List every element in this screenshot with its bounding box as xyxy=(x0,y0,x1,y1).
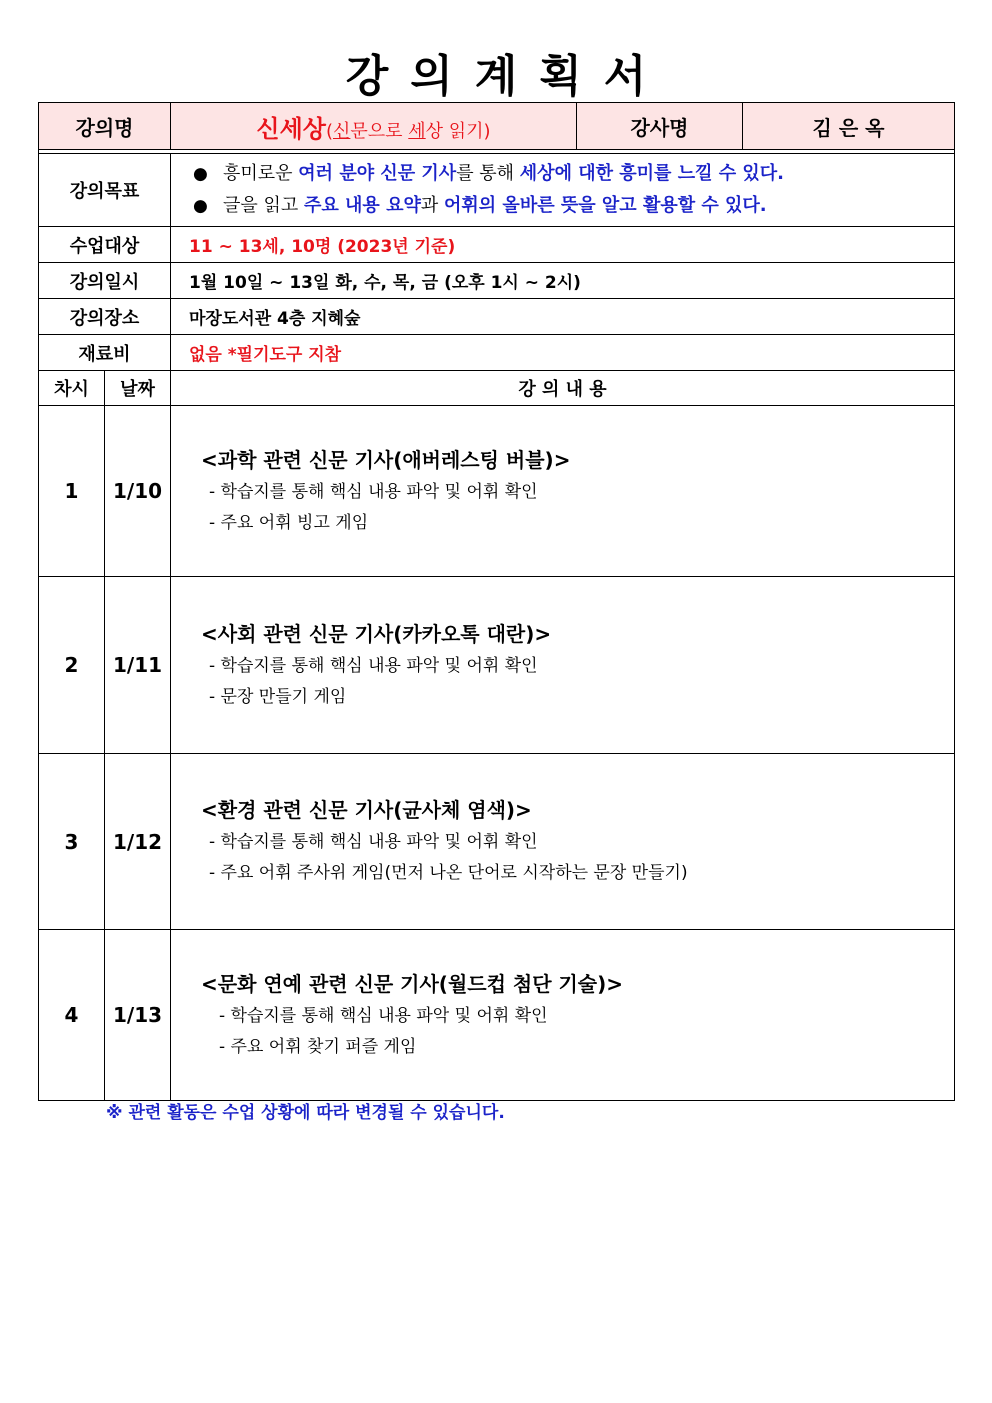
course-label: 강의명 xyxy=(39,103,171,150)
subtitle-mun: 문으로 xyxy=(350,120,409,142)
page-title: 강의계획서 xyxy=(345,51,669,102)
session-row-1 xyxy=(39,406,955,577)
session-item: - 학습지를 통해 핵심 내용 파악 및 어휘 확인 xyxy=(209,655,538,676)
session-number: 3 xyxy=(39,754,105,930)
goals-value xyxy=(171,154,955,227)
fee-label: 재료비 xyxy=(39,335,171,371)
session-item: - 주요 어휘 찾기 퍼즐 게임 xyxy=(219,1036,417,1057)
goal-2 xyxy=(193,190,954,222)
schedule-row xyxy=(39,263,955,299)
session-content xyxy=(171,577,955,754)
goal-1-d: 세상에 대한 흥미를 느낄 수 있다. xyxy=(519,163,785,184)
goal-2-c: 과 xyxy=(420,195,444,216)
session-item: - 주요 어휘 빙고 게임 xyxy=(209,512,369,533)
schedule-label: 강의일시 xyxy=(39,263,171,299)
content-column-header: 강 의 내 용 xyxy=(171,371,955,406)
subtitle-open: ( xyxy=(325,120,333,142)
lecture-plan-table xyxy=(38,102,955,1101)
subtitle-sang: 상 xyxy=(425,120,444,142)
target-value: 11 ~ 13세, 10명 (2023년 기준) xyxy=(171,227,955,263)
goal-2-a: 글을 읽고 xyxy=(223,195,304,216)
session-topic: <환경 관련 신문 기사(균사체 염색)> xyxy=(201,798,532,822)
session-content xyxy=(171,754,955,930)
fee-value: 없음 *필기도구 지참 xyxy=(171,335,955,371)
session-date: 1/12 xyxy=(105,754,171,930)
target-label: 수업대상 xyxy=(39,227,171,263)
goal-2-d: 어휘의 올바른 뜻을 알고 활용할 수 있다. xyxy=(444,195,767,216)
session-item: - 학습지를 통해 핵심 내용 파악 및 어휘 확인 xyxy=(209,481,538,502)
session-number: 4 xyxy=(39,930,105,1101)
instructor-label: 강사명 xyxy=(577,103,743,150)
subtitle-se: 세 xyxy=(408,120,426,142)
course-name xyxy=(171,103,577,150)
session-content xyxy=(171,406,955,577)
target-row xyxy=(39,227,955,263)
session-row-2 xyxy=(39,577,955,754)
session-topic: <문화 연예 관련 신문 기사(월드컵 첨단 기술)> xyxy=(201,971,624,996)
instructor-name: 김 은 옥 xyxy=(743,103,955,150)
course-header-row xyxy=(39,103,955,150)
session-date: 1/10 xyxy=(105,406,171,577)
course-title: 신세상 xyxy=(256,114,326,143)
bullet-icon: ● xyxy=(193,196,208,216)
session-topic: <과학 관련 신문 기사(애버레스팅 버블)> xyxy=(201,447,571,472)
goal-1-a: 흥미로운 xyxy=(223,163,299,184)
bullet-icon: ● xyxy=(193,164,208,184)
place-row xyxy=(39,299,955,335)
session-date: 1/11 xyxy=(105,577,171,754)
session-date: 1/13 xyxy=(105,930,171,1101)
session-item: - 학습지를 통해 핵심 내용 파악 및 어휘 확인 xyxy=(209,832,538,852)
goal-1 xyxy=(193,158,954,190)
session-topic: <사회 관련 신문 기사(카카오톡 대란)> xyxy=(201,621,552,646)
session-item: - 문장 만들기 게임 xyxy=(209,686,347,707)
session-number: 2 xyxy=(39,577,105,754)
session-row-3 xyxy=(39,754,955,930)
goal-1-c: 를 통해 xyxy=(456,163,520,184)
goal-2-b: 주요 내용 요약 xyxy=(304,195,421,216)
fee-row xyxy=(39,335,955,371)
session-number: 1 xyxy=(39,406,105,577)
session-content xyxy=(171,930,955,1101)
schedule-value: 1월 10일 ~ 13일 화, 수, 목, 금 (오후 1시 ~ 2시) xyxy=(171,263,955,299)
place-value: 마장도서관 4층 지혜숲 xyxy=(171,299,955,335)
column-header-row xyxy=(39,371,955,406)
session-row-4 xyxy=(39,930,955,1101)
goals-label: 강의목표 xyxy=(39,154,171,227)
goal-1-b: 여러 분야 신문 기사 xyxy=(298,163,457,184)
date-column-header: 날짜 xyxy=(105,371,171,406)
footnote: ※ 관련 활동은 수업 상황에 따라 변경될 수 있습니다. xyxy=(106,1103,505,1123)
course-subtitle xyxy=(326,121,491,142)
goals-row xyxy=(39,154,955,227)
subtitle-rest: 읽기) xyxy=(443,120,491,142)
session-item: - 주요 어휘 주사위 게임(먼저 나온 단어로 시작하는 문장 만들기) xyxy=(209,863,688,883)
subtitle-sin: 신 xyxy=(333,120,351,142)
session-item: - 학습지를 통해 핵심 내용 파악 및 어휘 확인 xyxy=(219,1005,548,1026)
place-label: 강의장소 xyxy=(39,299,171,335)
session-column-header: 차시 xyxy=(39,371,105,406)
